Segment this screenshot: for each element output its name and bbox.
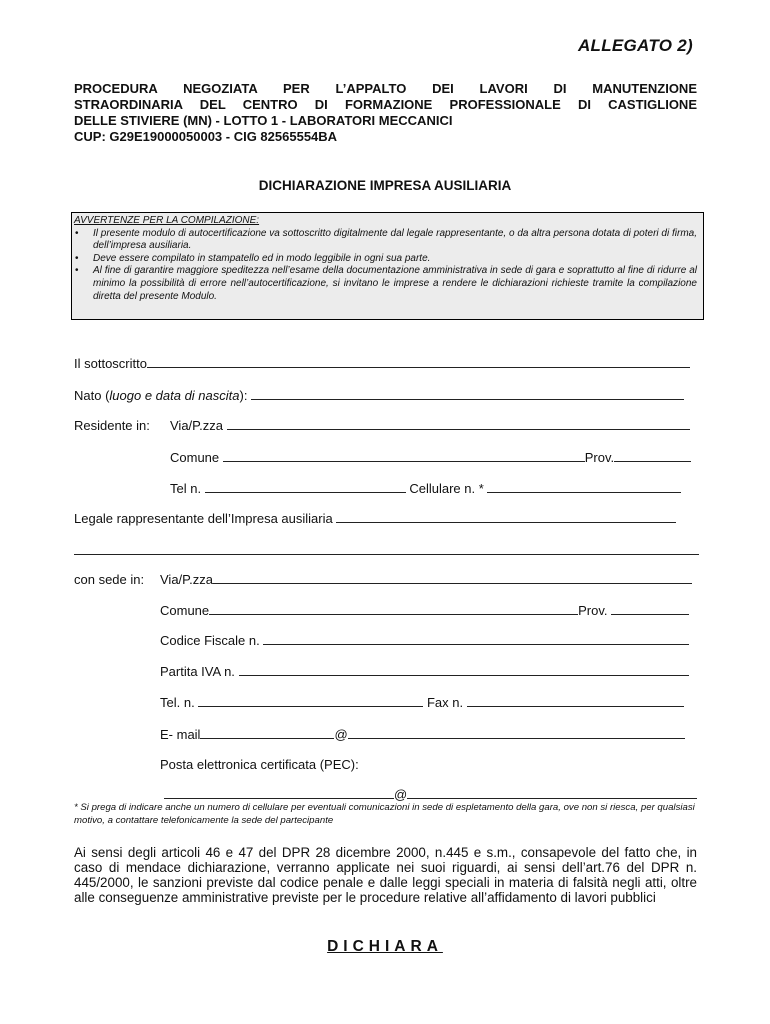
bullet-icon: • (75, 252, 79, 264)
sede-prov-field[interactable] (611, 603, 689, 615)
sede-comune-field[interactable] (209, 603, 578, 615)
at-sign: @ (394, 787, 408, 802)
tel-label: Tel n. (170, 481, 202, 496)
sede-via-field[interactable] (213, 572, 692, 584)
email-label: E- mail (160, 727, 201, 742)
comune-label: Comune (160, 603, 210, 618)
legale-field[interactable] (336, 511, 676, 523)
instruction-item: • Al fine di garantire maggiore speditezza nell’esame della documentazione amministrativa in sede di gara e soprattutto al fine di ridurre al minimo la possibilità di errore nell’autocertificazione, si invitano le imprese a rendere le dichiarazioni richieste tramite la compilazione diretta del presente Modulo. (75, 265, 697, 302)
header-line-3: DELLE STIVIERE (MN) - LOTTO 1 - LABORATORI MECCANICI (74, 113, 453, 128)
nato-label: Nato (luogo e data di nascita): (74, 388, 248, 403)
sede-comune-row (160, 603, 689, 618)
legale-field-continuation[interactable] (74, 554, 699, 555)
sottoscritto-label: Il sottoscritto (74, 356, 147, 371)
email-row (160, 727, 685, 742)
instruction-item: • Deve essere compilato in stampatello ed in modo leggibile in ogni sua parte. (75, 252, 431, 264)
email-domain-field[interactable] (348, 727, 685, 739)
legale-label: Legale rappresentante dell’Impresa ausiliaria (74, 511, 333, 526)
prov-label: Prov. (584, 450, 615, 465)
sede-tel-field[interactable] (198, 695, 423, 707)
residente-via-field[interactable] (227, 418, 690, 430)
header-line-1: PROCEDURA NEGOZIATA PER L’APPALTO DEI LAVORI DI MANUTENZIONE (74, 81, 697, 96)
partita-iva-field[interactable] (239, 664, 689, 676)
nato-field[interactable] (251, 388, 684, 400)
page-title: DICHIARAZIONE IMPRESA AUSILIARIA (258, 178, 512, 193)
instructions-box (71, 212, 704, 320)
sottoscritto-field[interactable] (147, 356, 690, 368)
prov-label: Prov. (578, 603, 608, 618)
residente-label: Residente in: (74, 418, 150, 433)
residente-prov-field[interactable] (614, 450, 691, 462)
sede-label: con sede in: (74, 572, 145, 587)
fax-label: Fax n. (426, 695, 464, 710)
allegato-label: ALLEGATO 2) (577, 36, 693, 55)
instruction-item: • Il presente modulo di autocertificazione va sottoscritto digitalmente dal legale rappresentante, o da altra persona dotata di poteri di firma, dell’impresa ausiliaria. (75, 227, 697, 252)
partita-iva-row (160, 664, 689, 679)
codice-fiscale-row (160, 633, 689, 648)
header-line-4: CUP: G29E19000050003 - CIG 82565554BA (74, 129, 338, 144)
sede-tel-row (160, 695, 684, 710)
cellulare-label: Cellulare n. * (409, 481, 484, 496)
via-label: Via/P.zza (160, 572, 214, 587)
pec-row (164, 787, 697, 802)
procedure-header (74, 81, 697, 145)
comune-label: Comune (170, 450, 220, 465)
residente-tel-row (170, 481, 681, 496)
via-label: Via/P.zza (170, 418, 224, 433)
tel-field[interactable] (205, 481, 406, 493)
pec-domain-field[interactable] (407, 787, 697, 799)
instructions-heading: AVVERTENZE PER LA COMPILAZIONE: (74, 215, 260, 226)
declaration-paragraph: Ai sensi degli articoli 46 e 47 del DPR 28 dicembre 2000, n.445 e s.m., consapevole del fatto che, in caso di mendace dichiarazione, verranno applicate nei suoi riguardi, ai sensi dell’art.76 del DPR n. 445/2000, le sanzioni previste dal codice penale e dalle leggi speciali in materia di falsità negli atti, oltre alle conseguenze amministrative previste per le procedure relative all’affidamento di lavori pubblici (74, 845, 697, 905)
tel-label: Tel. n. (160, 695, 195, 710)
codice-fiscale-field[interactable] (263, 633, 689, 645)
nato-row (74, 388, 684, 403)
footnote: * Si prega di indicare anche un numero di cellulare per eventuali comunicazioni in sede di espletamento della gara, ove non si riesca, per qualsiasi motivo, a contattare telefonicamente la sede del partecipante (74, 802, 695, 826)
residente-comune-field[interactable] (223, 450, 585, 462)
sede-via-row (160, 572, 692, 587)
residente-comune-row (170, 450, 691, 465)
cellulare-field[interactable] (487, 481, 681, 493)
codice-fiscale-label: Codice Fiscale n. (160, 633, 260, 648)
at-sign: @ (334, 727, 348, 742)
sottoscritto-row (74, 356, 690, 371)
residente-via-row (170, 418, 690, 433)
dichiara-heading: DICHIARA (327, 938, 443, 955)
pec-user-field[interactable] (164, 787, 394, 799)
partita-iva-label: Partita IVA n. (160, 664, 235, 679)
header-line-2: STRAORDINARIA DEL CENTRO DI FORMAZIONE PROFESSIONALE DI CASTIGLIONE (74, 97, 697, 112)
fax-field[interactable] (467, 695, 684, 707)
email-user-field[interactable] (200, 727, 334, 739)
bullet-icon: • (75, 227, 79, 239)
bullet-icon: • (75, 265, 79, 277)
pec-label: Posta elettronica certificata (PEC): (160, 757, 359, 772)
instructions-list (74, 228, 697, 304)
legale-row (74, 511, 676, 526)
